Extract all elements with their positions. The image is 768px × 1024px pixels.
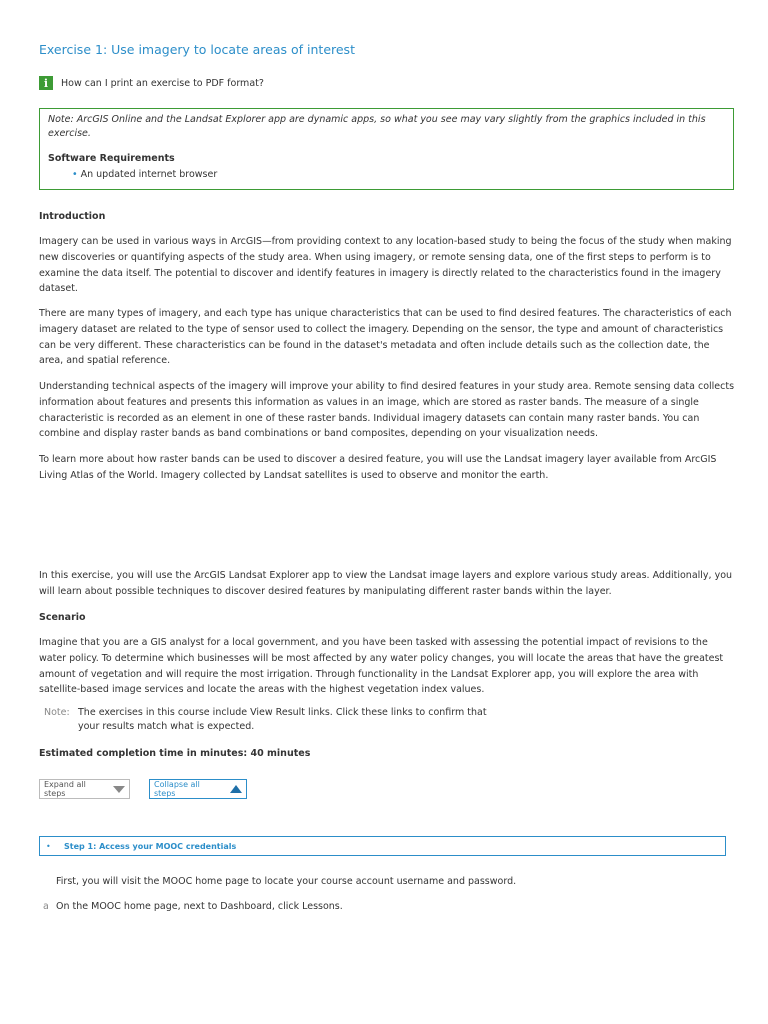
bullet-icon: •: [72, 169, 78, 180]
collapse-all-steps-label: Collapse all steps: [154, 780, 200, 798]
requirement-item: [72, 169, 725, 180]
expand-all-steps-button[interactable]: [39, 779, 130, 799]
expand-all-steps-label: Expand all steps: [44, 780, 86, 798]
page-title: Exercise 1: Use imagery to locate areas of interest: [39, 42, 355, 57]
scenario-heading: Scenario: [39, 612, 86, 623]
software-requirements-heading: Software Requirements: [48, 153, 175, 164]
intro-paragraph-4: To learn more about how raster bands can be used to discover a desired feature, you will use the Landsat imagery layer available from ArcGIS Living Atlas of the World. Imagery collected by Landsat satellites is used to observe and monitor the earth.: [39, 454, 717, 481]
note-inline: [44, 706, 508, 734]
collapse-all-steps-button[interactable]: [149, 779, 247, 799]
faq-text[interactable]: How can I print an exercise to PDF format?: [61, 77, 264, 89]
info-icon: i: [39, 76, 53, 90]
substep-text: On the MOOC home page, next to Dashboard, click Lessons.: [56, 901, 343, 912]
intro-paragraph-2: There are many types of imagery, and each type has unique characteristics that can be used to find desired features. The characteristics of each imagery dataset are related to the type of sensor used to collect the imagery. Depending on the sensor, the type and amount of characteristics can be very different. These characteristics can be found in the dataset's metadata and often include details such as the collection date, the area, and spatial reference.: [39, 308, 732, 367]
step-1-title: Step 1: Access your MOOC credentials: [64, 841, 237, 851]
intro-paragraph-5: In this exercise, you will use the ArcGIS Landsat Explorer app to view the Landsat image layers and explore various study areas. Additionally, you will learn about possible techniques to discover desired features by manipulating different raster bands within the layer.: [39, 570, 733, 597]
chevron-up-icon: [230, 785, 242, 793]
substep-letter: a: [43, 901, 49, 912]
intro-paragraph-3: Understanding technical aspects of the imagery will improve your ability to find desired features in your study area. Remote sensing data collects information about features and presents this information as values in an image, which are stored as raster bands. The measure of a single characteristic is recorded as an element in one of these raster bands. Individual imagery datasets can contain many raster bands. You can combine and display raster bands as band combinations or band composites, depending on your visualization needs.: [39, 381, 735, 440]
step-1-header[interactable]: [39, 836, 726, 856]
faq-link[interactable]: [39, 76, 264, 90]
note-box: [39, 108, 734, 190]
chevron-down-icon: [113, 786, 125, 793]
intro-paragraph-1: Imagery can be used in various ways in ArcGIS—from providing context to any location-based study to being the focus of the study when making new discoveries or quantifying aspects of the study area. When using imagery, or remote sensing data, one of the first steps to perform is to examine the data itself. The potential to discover and identify features in imagery is directly related to the characteristics found in the imagery dataset.: [39, 236, 732, 295]
note-label: Note:: [44, 707, 70, 718]
note-text: Note: ArcGIS Online and the Landsat Explorer app are dynamic apps, so what you see may vary slightly from the graphics included in this exercise.: [48, 114, 706, 139]
requirement-item-text: An updated internet browser: [80, 169, 218, 180]
substep-a: [43, 901, 343, 912]
introduction-heading: Introduction: [39, 211, 106, 222]
step-bullet-icon: •: [46, 841, 51, 851]
step-1-paragraph: First, you will visit the MOOC home page to locate your course account username and password.: [56, 876, 517, 887]
scenario-paragraph: Imagine that you are a GIS analyst for a local government, and you have been tasked with assessing the potential impact of revisions to the water policy. To determine which businesses will be most affected by any water policy changes, you will locate the areas that have the greatest amount of vegetation and will require the most irrigation. Through functionality in the Landsat Explorer app, you will explore the area with satellite-based image services and locate the areas with the highest vegetation index values.: [39, 637, 724, 696]
estimated-time: Estimated completion time in minutes: 40 minutes: [39, 748, 311, 759]
note-body: The exercises in this course include View Result links. Click these links to confirm that your results match what is expected.: [78, 707, 487, 732]
